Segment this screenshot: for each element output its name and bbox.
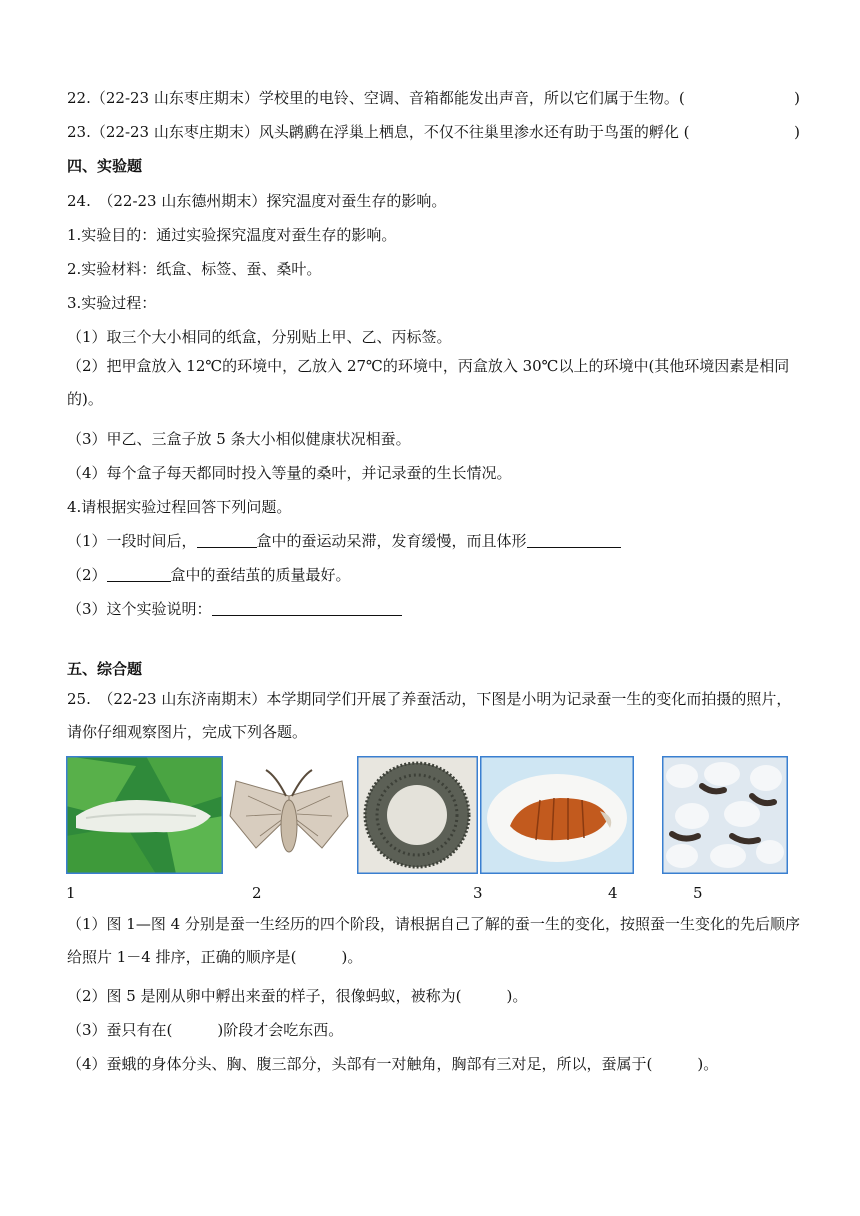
process-step-1: （1）取三个大小相同的纸盒，分别贴上甲、乙、丙标签。 (67, 328, 452, 346)
answer-blank[interactable] (197, 531, 257, 548)
question-23: 23.（22-23 山东枣庄期末）风头䴙䴘在浮巢上栖息，不仅不往巢里渗水还有助于鸟蛋的孵化 ( ) (67, 123, 800, 141)
question-24-title: 24. （22-23 山东德州期末）探究温度对蚕生存的影响。 (67, 192, 447, 210)
silkworm-moth-photo (226, 756, 352, 874)
answer-blank[interactable] (107, 565, 171, 582)
silkworm-larva-photo (66, 756, 223, 874)
experiment-purpose: 1.实验目的：通过实验探究温度对蚕生存的影响。 (67, 226, 397, 244)
questions-heading: 4.请根据实验过程回答下列问题。 (67, 498, 292, 516)
question-25-1: （1）图 1—图 4 分别是蚕一生经历的四个阶段，请根据自己了解的蚕一生的变化，按照蚕一生变化的先后顺序给照片 1－4 排序，正确的顺序是( )。 (67, 915, 800, 966)
question-25-3: （3）蚕只有在( )阶段才会吃东西。 (67, 1021, 344, 1039)
experiment-process-heading: 3.实验过程： (67, 294, 157, 312)
process-step-4: （4）每个盒子每天都同时投入等量的桑叶，并记录蚕的生长情况。 (67, 464, 512, 482)
silkworm-eggs-photo (357, 756, 478, 874)
photo-label-1: 1 (66, 884, 76, 902)
question-25-4: （4）蚕蛾的身体分头、胸、腹三部分，头部有一对触角，胸部有三对足，所以，蚕属于( )。 (67, 1055, 719, 1073)
question-22: 22.（22-23 山东枣庄期末）学校里的电铃、空调、音箱都能发出声音，所以它们属于生物。( ) (67, 89, 800, 107)
photo-label-2: 2 (252, 884, 262, 902)
answer-bracket-close: ) (794, 123, 800, 141)
answer-blank[interactable] (212, 599, 402, 616)
photo-label-4: 4 (608, 884, 618, 902)
question-24-2: （2） 盒中的蚕结茧的质量最好。 (67, 566, 351, 584)
question-24-3: （3）这个实验说明： (67, 598, 800, 620)
question-24-1: （1）一段时间后， 盒中的蚕运动呆滞，发育缓慢，而且体形 (67, 530, 800, 552)
process-step-3: （3）甲乙、三盒子放 5 条大小相似健康状况相蚕。 (67, 430, 411, 448)
photo-label-3: 3 (473, 884, 483, 902)
question-25-intro: 25. （22-23 山东济南期末）本学期同学们开展了养蚕活动，下图是小明为记录蚕一生的变化而拍摄的照片，请你仔细观察图片，完成下列各题。 (67, 690, 792, 741)
photo-label-5: 5 (693, 884, 703, 902)
section-heading-comprehensive: 五、综合题 (67, 660, 143, 678)
silkworm-hatchlings-photo (662, 756, 788, 874)
question-25-2: （2）图 5 是刚从卵中孵出来蚕的样子，很像蚂蚁，被称为( )。 (67, 987, 528, 1005)
section-heading-experiment: 四、实验题 (67, 157, 143, 175)
silkworm-pupa-photo (480, 756, 634, 874)
answer-bracket-close: ) (794, 89, 800, 107)
experiment-materials: 2.实验材料：纸盒、标签、蚕、桑叶。 (67, 260, 322, 278)
answer-blank[interactable] (527, 531, 621, 548)
process-step-2: （2）把甲盒放入 12℃的环境中，乙放入 27℃的环境中，丙盒放入 30℃以上的环境中(其他环境因素是相同的)。 (67, 357, 790, 408)
